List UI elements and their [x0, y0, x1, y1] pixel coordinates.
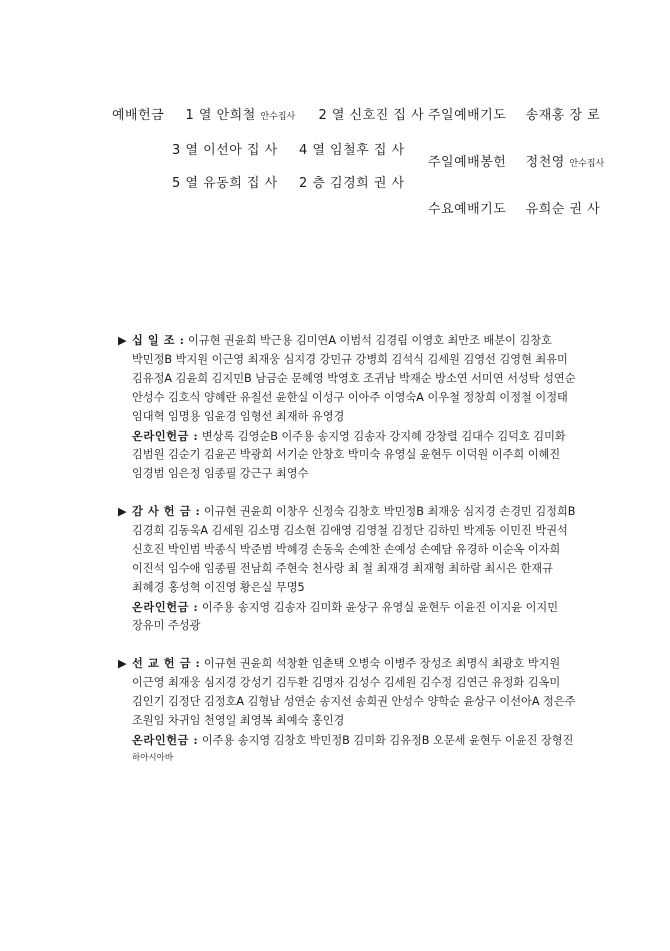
- names-line: 임대혁 임명용 임윤경 임형선 최재하 유영경: [132, 409, 345, 423]
- section-heading: 십 일 조 :: [132, 333, 185, 347]
- duty-name: 송재홍 장 로: [525, 108, 601, 123]
- duty-right-row-2: [428, 151, 604, 170]
- duty-entry: 3 열 이선아 집 사: [172, 143, 278, 158]
- section-heading: 감 사 헌 금 :: [132, 504, 201, 518]
- duty-entry: 5 열 유동희 집 사: [172, 176, 278, 191]
- bullet-triangle-icon: ▶: [118, 657, 127, 670]
- duty-right-row-1: [428, 104, 600, 123]
- duty-entry: 2 열 신호진 집 사: [318, 108, 425, 123]
- bullet-triangle-icon: ▶: [118, 334, 127, 347]
- section-first-line: [118, 654, 561, 674]
- online-first-line: [118, 427, 566, 447]
- online-first-line: [118, 731, 574, 751]
- names-text: 이규현 권윤희 이창우 신정숙 김창호 박민정B 최재웅 심지경 손경민 김정희B: [200, 505, 576, 518]
- duty-left-row-1: [112, 104, 424, 123]
- duty-name: 유희순 권 사: [525, 202, 601, 217]
- duty-label: 주일예배봉헌: [428, 155, 507, 170]
- names-text: 이규현 권윤희 석창환 임춘택 오병숙 이병주 장성조 최명식 최광호 박지원: [200, 657, 561, 670]
- online-heading: 온라인헌금 :: [132, 599, 199, 614]
- footnote-text: 하아시아바: [132, 752, 174, 763]
- offering-section-thanks: [118, 502, 576, 636]
- duty-name-title: 안수집사: [569, 159, 605, 169]
- duty-entry-title: 안수집사: [260, 112, 296, 122]
- section-first-line: [118, 502, 576, 522]
- names-line: 최혜경 홍성혁 이진영 황은실 무명5: [132, 580, 305, 594]
- duty-name: 정천영: [525, 155, 565, 170]
- names-text: 이주용 송지영 김송자 김미화 윤상구 유영실 윤현두 이윤진 이지윤 이지민: [198, 600, 559, 614]
- offering-section-tithe: [118, 331, 576, 484]
- names-line: 김범원 김순기 김윤곤 박광희 서기순 안창호 박미숙 유영실 윤현두 이덕원 이주희 이혜진: [132, 448, 561, 462]
- names-line: 신호진 박인범 박종식 박준범 박혜경 손동욱 손예찬 손예성 손예담 유경하 이순옥 이자희: [132, 542, 561, 556]
- names-line: 김유정A 김윤희 김지민B 남금순 문혜영 박영호 조귀남 박재순 방소연 서미연 서성탁 성연순: [132, 371, 576, 385]
- online-heading: 온라인헌금 :: [132, 732, 199, 747]
- names-line: 안성수 김호식 양혜란 유칠선 윤한실 이성구 이아주 이영숙A 이우철 정창희 이정철 이정태: [132, 390, 568, 404]
- names-text: 이주용 송지영 김창호 박민정B 김미화 김유정B 오문세 윤현두 이윤진 장형진: [198, 733, 574, 747]
- names-text: 이규현 권윤희 박근용 김미연A 이범석 김경림 이영호 최만조 배분이 김창호: [184, 334, 552, 347]
- duty-entry: 1 열 안희철: [185, 108, 256, 123]
- names-line: 임경범 임은정 임종필 강근구 최영수: [132, 467, 309, 481]
- names-text: 변상록 김영순B 이주용 송지영 김송자 강지혜 강창렬 김대수 김덕호 김미화: [198, 429, 566, 443]
- names-line: 이근영 최재웅 심지경 강성기 김두환 김명자 김성수 김세원 김수정 김연근 유정화 김옥미: [132, 675, 561, 689]
- bullet-triangle-icon: ▶: [118, 505, 127, 518]
- names-line: 조원임 차귀임 천영일 최영복 최예숙 홍인경: [132, 713, 345, 727]
- names-line: 김인기 김정단 김정호A 김형남 성연순 송지선 송희권 안성수 양학순 윤상구 이선아A 정은주: [132, 694, 576, 708]
- duty-label: 수요예배기도: [428, 202, 507, 217]
- names-line: 박민정B 박지원 이근영 최재웅 심지경 강민규 강병희 김석식 김세원 김영선 김영현 최유미: [132, 352, 568, 366]
- duty-left-row-3: [172, 172, 405, 191]
- online-first-line: [118, 598, 558, 618]
- duty-label: 주일예배기도: [428, 108, 507, 123]
- section-first-line: [118, 331, 558, 351]
- online-heading: 온라인헌금 :: [132, 428, 199, 443]
- section-heading: 선 교 헌 금 :: [132, 656, 201, 670]
- duty-right-row-3: [428, 198, 600, 217]
- names-line: 김경희 김동욱A 김세원 김소명 김소현 김애영 김영철 김정단 김하민 박계동 이민진 박권석: [132, 523, 568, 537]
- duty-label: 예배헌금: [112, 108, 165, 123]
- offering-section-mission: [118, 654, 576, 765]
- names-line: 장유미 주성광: [132, 619, 201, 633]
- duty-entry: 4 열 임철후 집 사: [298, 143, 405, 158]
- names-line: 이진석 임수애 임종필 전남희 주현숙 천사랑 최 철 최재경 최재형 최하람 최시은 한재규: [132, 561, 553, 575]
- duty-left-row-2: [172, 139, 405, 158]
- duty-entry: 2 층 김경희 권 사: [298, 176, 405, 191]
